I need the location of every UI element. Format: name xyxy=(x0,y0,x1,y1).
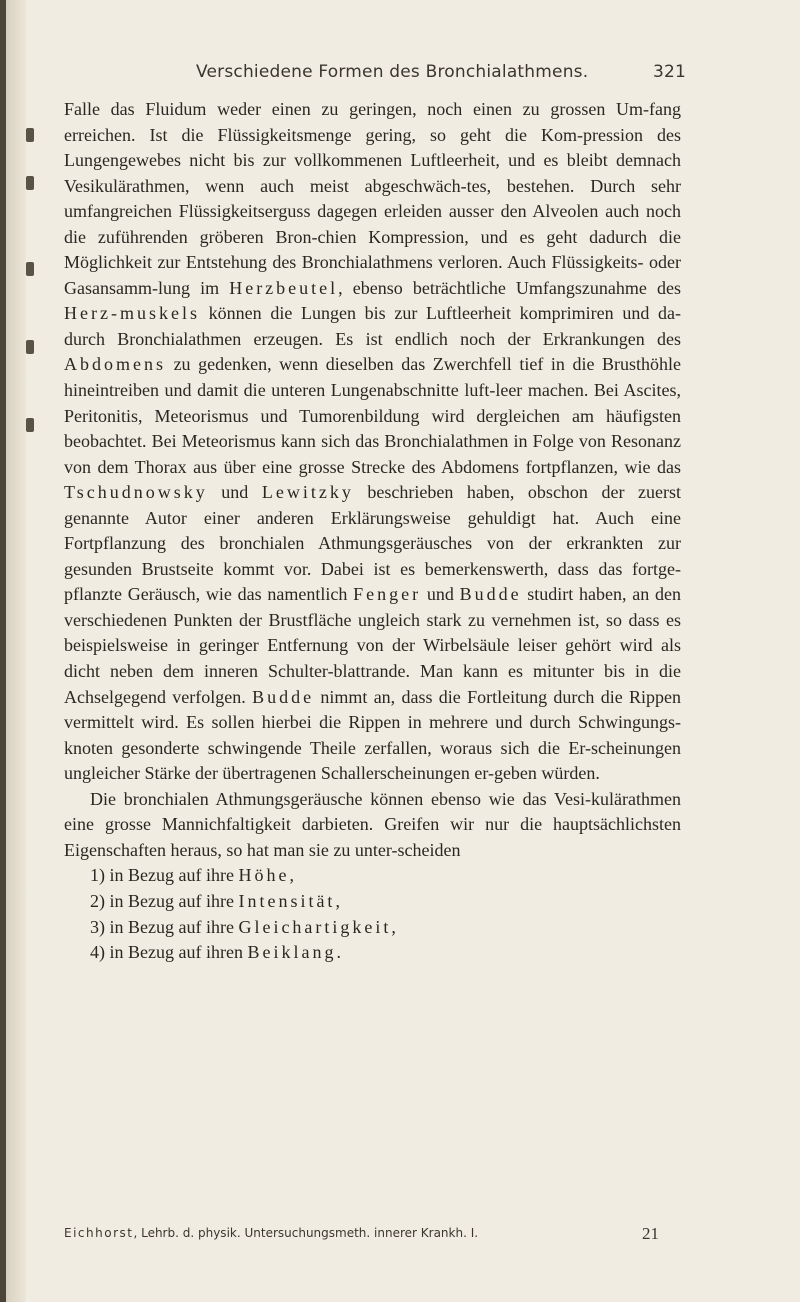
page-edge-mark xyxy=(26,128,34,142)
page-number: 321 xyxy=(653,62,687,82)
list-item: 2) in Bezug auf ihre Intensität, xyxy=(90,890,340,911)
text-run: können die Lungen bis zur Luftleerheit komprimiren und da-durch Bronchialathmen erzeugen. Es ist endlich noch der Erkrankungen des xyxy=(64,303,681,349)
body-text xyxy=(64,97,681,966)
spaced-term: Abdomens xyxy=(64,354,166,375)
spaced-term: Beiklang xyxy=(247,942,337,963)
author-name: Tschudnowsky xyxy=(64,482,208,503)
spaced-term: Intensität xyxy=(238,890,336,911)
text-run: studirt haben, an den verschiedenen Punkten der Brustfläche ungleich stark zu vernehmen ist, so dass es beispielsweise in geringer Entfernung von der Wirbelsäule leiser gehört wird als dicht neben dem inneren Schulter-blattrande. Man kann es mitunter bis in die Achselgegend verfolgen. xyxy=(64,584,681,707)
author-name: Lewitzky xyxy=(261,482,354,503)
author-name: Fenger xyxy=(353,584,422,605)
page-edge-mark xyxy=(26,418,34,432)
list-item: 1) in Bezug auf ihre Höhe, xyxy=(90,865,294,886)
spaced-term: Herz-muskels xyxy=(64,303,200,324)
running-head: Verschiedene Formen des Bronchialathmens. xyxy=(196,62,589,82)
text-run: und xyxy=(207,482,262,503)
paragraph-1 xyxy=(64,97,681,787)
spaced-term: Gleichartigkeit xyxy=(238,916,392,937)
text-run: , ebenso beträchtliche Umfangszunahme des xyxy=(338,277,681,298)
text-run: und xyxy=(421,584,460,605)
author-name: Budde xyxy=(252,686,315,707)
sheet-signature: 21 xyxy=(642,1224,659,1243)
binding-shadow xyxy=(0,0,6,1302)
text-run: zu gedenken, wenn dieselben das Zwerchfell tief in die Brusthöhle hineintreiben und damit die unteren Lungenabschnitte luft-leer machen. Bei Ascites, Peritonitis, Meteorismus und Tumorenbildung wird dergleichen am häufigsten beobachtet. Bei Meteorismus kann sich das Bronchialathmen in Folge von Resonanz von dem Thorax aus über eine grosse Strecke des Abdomens fortpflanzen, wie das xyxy=(64,354,681,477)
property-list xyxy=(64,863,681,965)
text-run: beschrieben haben, obschon der zuerst genannte Autor einer anderen Erklärungsweise gehuldigt hat. Auch eine Fortpflanzung des bronchialen Athmungsgeräusches von der erkrankten zur gesunden Brustseite kommt vor. Dabei ist es bemerkenswerth, dass das fortge-pflanzte Geräusch, wie das namentlich xyxy=(64,482,681,605)
page-edge-mark xyxy=(26,262,34,276)
list-item: 4) in Bezug auf ihren Beiklang. xyxy=(90,942,341,963)
paragraph-2: Die bronchialen Athmungsgeräusche können ebenso wie das Vesi-kulärathmen eine grosse Mannichfaltigkeit darbieten. Greifen wir nur die hauptsächlichsten Eigenschaften heraus, so hat man sie zu unter-scheiden xyxy=(64,788,681,860)
spaced-term: Herzbeutel xyxy=(229,277,339,298)
spaced-term: Höhe xyxy=(238,865,290,886)
text-run: nimmt an, dass die Fortleitung durch die Rippen vermittelt wird. Es sollen hierbei die Rippen in mehrere und durch Schwingungs-knoten gesonderte schwingende Theile zerfallen, woraus sich die Er-scheinungen ungleicher Stärke der übertragenen Schallerscheinungen er-geben würden. xyxy=(64,686,682,784)
page-edge-mark xyxy=(26,176,34,190)
page-edge-mark xyxy=(26,340,34,354)
footer-citation: Eichhorst, Lehrb. d. physik. Untersuchungsmeth. innerer Krankh. I. xyxy=(64,1226,479,1240)
author-name: Eichhorst xyxy=(64,1226,134,1240)
list-item: 3) in Bezug auf ihre Gleichartigkeit, xyxy=(90,916,396,937)
author-name: Budde xyxy=(459,584,522,605)
text-run: Falle das Fluidum weder einen zu geringen, noch einen zu grossen Um-fang erreichen. Ist die Flüssigkeitsmenge gering, so geht die Kom-pression des Lungengewebes nicht bis zur vollkommenen Luftleerheit, und es bleibt demnach Vesikulärathmen, wenn auch meist abgeschwäch-tes, bestehen. Durch sehr umfangreichen Flüssigkeitserguss dagegen erleiden ausser den Alveolen auch noch die zuführenden gröberen Bron-chien Kompression, und es geht dadurch die Möglichkeit zur Entstehung des Bronchialathmens verloren. Auch Flüssigkeits- oder Gasansamm-lung im xyxy=(64,99,681,298)
